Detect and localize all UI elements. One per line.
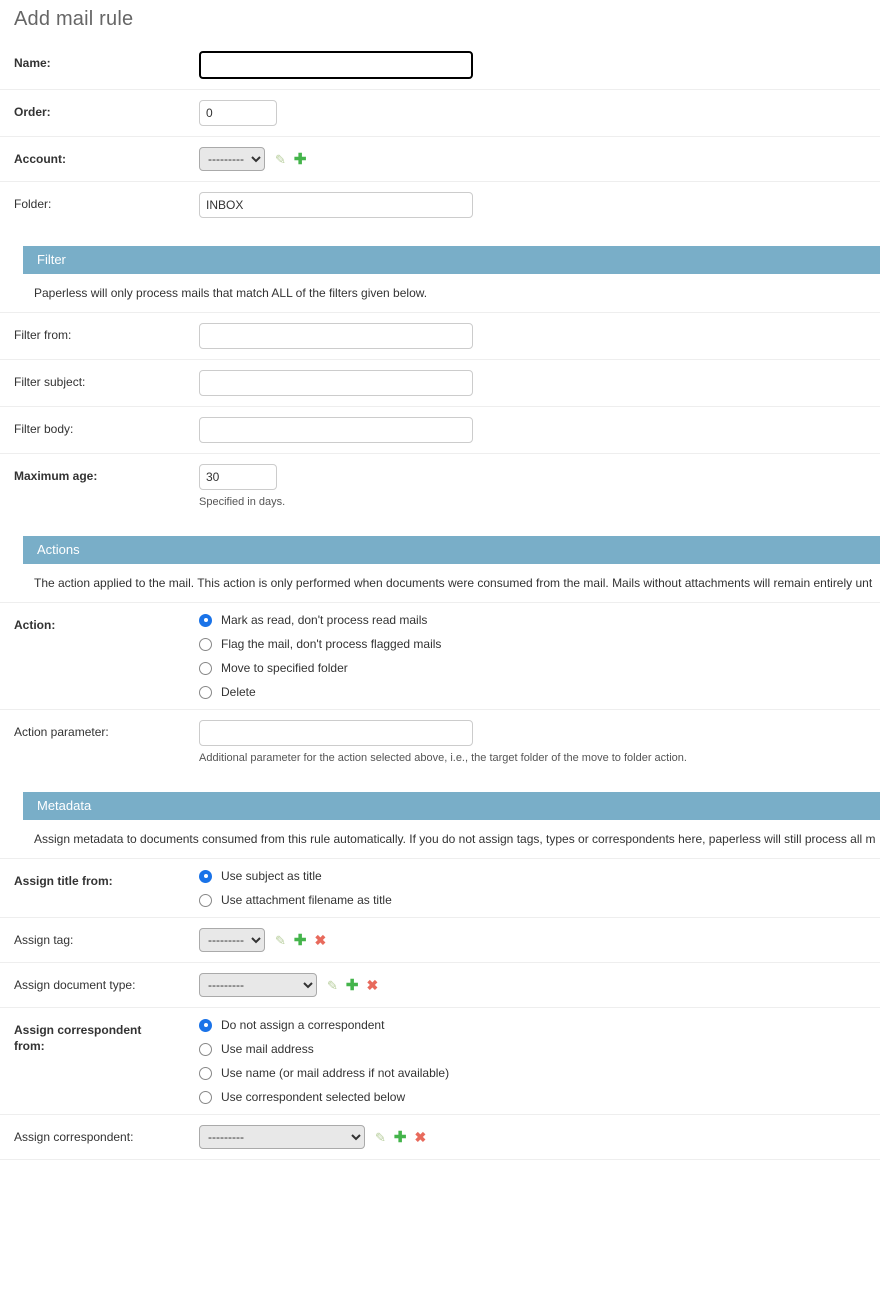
label-assign-correspondent: Assign correspondent: bbox=[14, 1130, 134, 1144]
delete-cross-icon[interactable]: ✖ bbox=[314, 932, 327, 948]
add-plus-icon[interactable]: ✚ bbox=[293, 931, 307, 949]
label-assign-correspondent-from: Assign correspondent from: bbox=[14, 1023, 142, 1053]
label-assign-tag: Assign tag: bbox=[14, 933, 74, 947]
field-assign-document-type bbox=[160, 973, 880, 997]
form-row-order bbox=[0, 90, 880, 137]
form-row-action-parameter bbox=[0, 710, 880, 774]
add-plus-icon[interactable]: ✚ bbox=[293, 150, 307, 168]
radio-label: Use subject as title bbox=[221, 869, 322, 883]
radio-icon[interactable] bbox=[199, 1043, 212, 1056]
radio-option-mark-as-read[interactable] bbox=[199, 613, 880, 627]
field-account bbox=[160, 147, 880, 171]
section-header-filter: Filter bbox=[23, 246, 880, 274]
radio-label: Use correspondent selected below bbox=[221, 1090, 406, 1104]
field-name bbox=[160, 51, 880, 79]
label-name: Name: bbox=[14, 56, 51, 70]
form-row-name bbox=[0, 41, 880, 90]
radio-option-move-to-folder[interactable] bbox=[199, 661, 880, 675]
section-header-metadata: Metadata bbox=[23, 792, 880, 820]
label-assign-title-from: Assign title from: bbox=[14, 874, 113, 888]
radio-option-delete[interactable] bbox=[199, 685, 880, 699]
field-filter-body bbox=[160, 417, 880, 443]
label-maximum-age: Maximum age: bbox=[14, 469, 98, 483]
field-assign-correspondent bbox=[160, 1125, 880, 1149]
form-row-assign-correspondent-from bbox=[0, 1008, 880, 1115]
action-parameter-help: Additional parameter for the action selected above, i.e., the target folder of the move to folder action. bbox=[199, 752, 687, 764]
assign-tag-select[interactable] bbox=[199, 928, 265, 952]
delete-cross-icon[interactable]: ✖ bbox=[366, 977, 379, 993]
assign-document-type-select[interactable] bbox=[199, 973, 317, 997]
radio-label: Use mail address bbox=[221, 1042, 314, 1056]
field-assign-tag bbox=[160, 928, 880, 952]
label-folder: Folder: bbox=[14, 197, 52, 211]
radio-label: Use name (or mail address if not available) bbox=[221, 1066, 450, 1080]
radio-label: Use attachment filename as title bbox=[221, 893, 392, 907]
delete-cross-icon[interactable]: ✖ bbox=[414, 1129, 427, 1145]
filter-from-input[interactable] bbox=[199, 323, 473, 349]
label-account: Account: bbox=[14, 152, 66, 166]
edit-pencil-icon[interactable]: ✎ bbox=[275, 151, 286, 167]
add-plus-icon[interactable]: ✚ bbox=[345, 976, 359, 994]
action-parameter-input[interactable] bbox=[199, 720, 473, 746]
field-action-parameter bbox=[160, 720, 880, 764]
metadata-description: Assign metadata to documents consumed from this rule automatically. If you do not assign tags, types or correspondents here, paperless will still process all m bbox=[0, 820, 880, 859]
page-title: Add mail rule bbox=[14, 8, 134, 30]
radio-label: Flag the mail, don't process flagged mails bbox=[221, 637, 442, 651]
field-order bbox=[160, 100, 880, 126]
form-row-folder bbox=[0, 182, 880, 228]
field-action bbox=[160, 613, 880, 699]
radio-icon[interactable] bbox=[199, 614, 212, 627]
radio-label: Do not assign a correspondent bbox=[221, 1018, 385, 1032]
radio-option-use-name[interactable] bbox=[199, 1066, 880, 1080]
radio-option-use-attachment-filename[interactable] bbox=[199, 893, 880, 907]
edit-pencil-icon[interactable]: ✎ bbox=[375, 1129, 386, 1145]
edit-pencil-icon[interactable]: ✎ bbox=[327, 977, 338, 993]
assign-correspondent-from-radio-group bbox=[199, 1018, 880, 1104]
account-select[interactable] bbox=[199, 147, 265, 171]
radio-label: Move to specified folder bbox=[221, 661, 348, 675]
assign-title-radio-group bbox=[199, 869, 880, 907]
form-row-assign-correspondent bbox=[0, 1115, 880, 1160]
form-row-filter-body bbox=[0, 407, 880, 454]
radio-icon[interactable] bbox=[199, 662, 212, 675]
filter-body-input[interactable] bbox=[199, 417, 473, 443]
label-action: Action: bbox=[14, 618, 56, 632]
form-row-filter-subject bbox=[0, 360, 880, 407]
field-assign-correspondent-from bbox=[160, 1018, 880, 1104]
radio-icon[interactable] bbox=[199, 638, 212, 651]
form-row-assign-title-from bbox=[0, 859, 880, 918]
assign-correspondent-select[interactable] bbox=[199, 1125, 365, 1149]
maximum-age-input[interactable] bbox=[199, 464, 277, 490]
label-filter-from: Filter from: bbox=[14, 328, 72, 342]
label-filter-body: Filter body: bbox=[14, 422, 74, 436]
radio-option-use-mail-address[interactable] bbox=[199, 1042, 880, 1056]
label-order: Order: bbox=[14, 105, 51, 119]
radio-label: Mark as read, don't process read mails bbox=[221, 613, 428, 627]
radio-icon[interactable] bbox=[199, 894, 212, 907]
section-header-actions: Actions bbox=[23, 536, 880, 564]
assign-correspondent-tools bbox=[375, 1130, 426, 1145]
radio-icon[interactable] bbox=[199, 1067, 212, 1080]
filter-description: Paperless will only process mails that match ALL of the filters given below. bbox=[0, 274, 880, 313]
radio-option-use-subject[interactable] bbox=[199, 869, 880, 883]
form-row-action bbox=[0, 603, 880, 710]
actions-description: The action applied to the mail. This action is only performed when documents were consumed from the mail. Mails without attachments will remain entirely unt bbox=[0, 564, 880, 603]
add-plus-icon[interactable]: ✚ bbox=[393, 1128, 407, 1146]
field-maximum-age bbox=[160, 464, 880, 508]
radio-icon[interactable] bbox=[199, 1019, 212, 1032]
radio-label: Delete bbox=[221, 685, 256, 699]
radio-icon[interactable] bbox=[199, 686, 212, 699]
radio-option-use-selected-correspondent[interactable] bbox=[199, 1090, 880, 1104]
account-tools bbox=[275, 152, 306, 167]
action-radio-group bbox=[199, 613, 880, 699]
field-assign-title-from bbox=[160, 869, 880, 907]
field-folder bbox=[160, 192, 880, 218]
radio-icon[interactable] bbox=[199, 1091, 212, 1104]
label-action-parameter: Action parameter: bbox=[14, 725, 109, 739]
form-row-assign-document-type bbox=[0, 963, 880, 1008]
field-filter-subject bbox=[160, 370, 880, 396]
field-filter-from bbox=[160, 323, 880, 349]
radio-icon[interactable] bbox=[199, 870, 212, 883]
edit-pencil-icon[interactable]: ✎ bbox=[275, 932, 286, 948]
form-row-maximum-age bbox=[0, 454, 880, 518]
radio-option-no-correspondent[interactable] bbox=[199, 1018, 880, 1032]
form-row-account bbox=[0, 137, 880, 182]
order-input[interactable] bbox=[199, 100, 277, 126]
form-row-assign-tag bbox=[0, 918, 880, 963]
maximum-age-help: Specified in days. bbox=[199, 496, 286, 508]
radio-option-flag-mail[interactable] bbox=[199, 637, 880, 651]
assign-tag-tools bbox=[275, 933, 326, 948]
folder-input[interactable] bbox=[199, 192, 473, 218]
form-row-filter-from bbox=[0, 313, 880, 360]
filter-subject-input[interactable] bbox=[199, 370, 473, 396]
name-input[interactable] bbox=[199, 51, 473, 79]
label-filter-subject: Filter subject: bbox=[14, 375, 86, 389]
label-assign-document-type: Assign document type: bbox=[14, 978, 136, 992]
assign-document-type-tools bbox=[327, 978, 378, 993]
